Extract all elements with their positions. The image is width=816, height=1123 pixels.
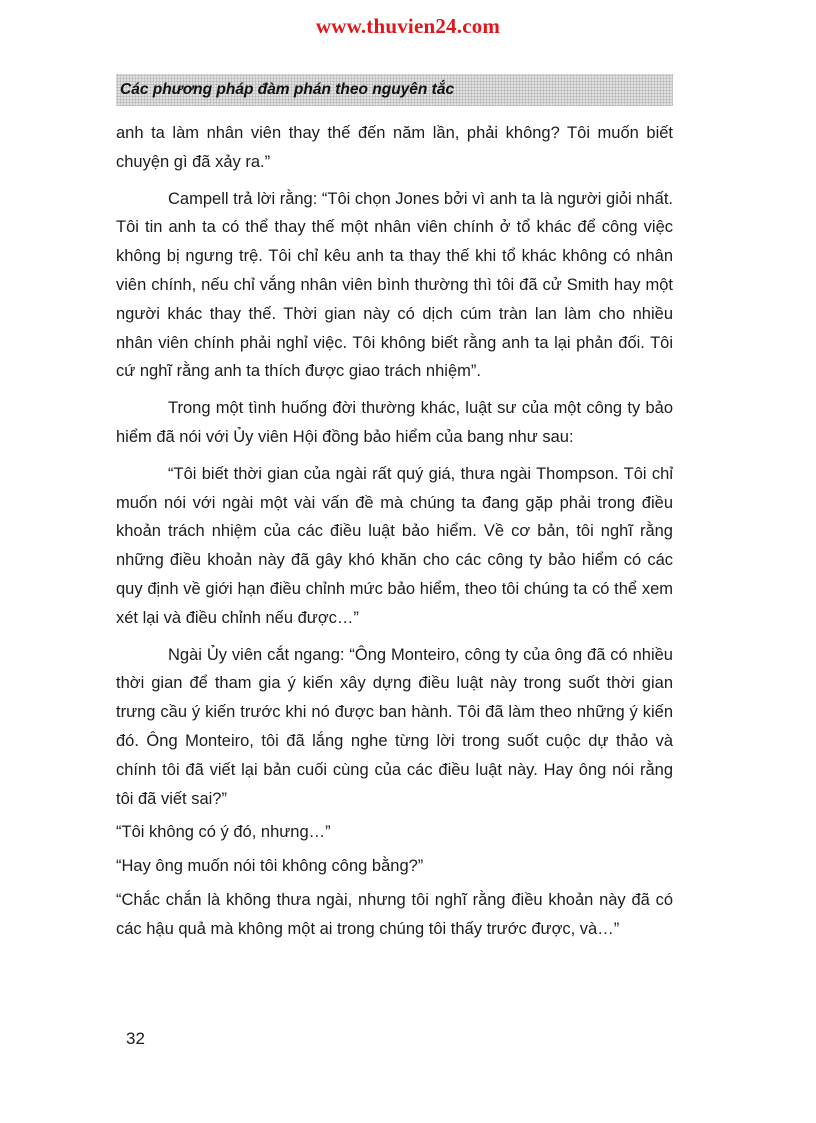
page-number: 32 [126,1029,145,1048]
paragraph-2: Campell trả lời rằng: “Tôi chọn Jones bởi vì anh ta là người giỏi nhất. Tôi tin anh ta có thể thay thế một nhân viên chính ở tổ khác để công việc không bị ngưng trệ. Tôi chỉ kêu anh ta thay thế khi tổ khác không có nhân viên chính, nếu chỉ vắng nhân viên bình thường thì tôi đã cử Smith hay một người khác thay thế. Thời gian này có dịch cúm tràn lan làm cho nhiều nhân viên chính phải nghỉ việc. Tôi không biết rằng anh ta lại phản đối. Tôi cứ nghĩ rằng anh ta thích được giao trách nhiệm”. [116,189,673,381]
paragraph-4: “Tôi biết thời gian của ngài rất quý giá, thưa ngài Thompson. Tôi chỉ muốn nói với ngài một vài vấn đề mà chúng ta đang gặp phải trong điều khoản trách nhiệm của các điều luật bảo hiểm. Về cơ bản, tôi nghĩ rằng những điều khoản này đã gây khó khăn cho các công ty bảo hiểm có các quy định về giới hạn điều chỉnh mức bảo hiểm, theo tôi chúng ta có thể xem xét lại và điều chỉnh nếu được…” [116,464,673,627]
page-body [116,119,673,944]
watermark-url: www.thuvien24.com [315,14,501,38]
chapter-title: Các phương pháp đàm phán theo nguyên tắc [120,81,455,98]
paragraph-1: anh ta làm nhân viên thay thế đến năm lần, phải không? Tôi muốn biết chuyện gì đã xảy ra.” [116,124,673,171]
chapter-header [116,74,673,106]
paragraph-3: Trong một tình huống đời thường khác, luật sư của một công ty bảo hiểm đã nói với Ủy viên Hội đồng bảo hiểm của bang như sau: [116,399,673,446]
paragraph-6: “Tôi không có ý đó, nhưng…” [116,823,331,842]
paragraph-8: “Chắc chắn là không thưa ngài, nhưng tôi nghĩ rằng điều khoản này đã có các hậu quả mà không một ai trong chúng tôi thấy trước được, và…” [116,890,673,938]
paragraph-5: Ngài Ủy viên cắt ngang: “Ông Monteiro, công ty của ông đã có nhiều thời gian để tham gia ý kiến xây dựng điều luật này trong suốt thời gian trưng cầu ý kiến trước khi nó được ban hành. Tôi đã làm theo những ý kiến đó. Ông Monteiro, tôi đã lắng nghe từng lời trong suốt cuộc dự thảo và chính tôi đã viết lại bản cuối cùng của các điều luật này. Hay ông nói rằng tôi đã viết sai?” [116,645,673,808]
paragraph-7: “Hay ông muốn nói tôi không công bằng?” [116,857,424,876]
